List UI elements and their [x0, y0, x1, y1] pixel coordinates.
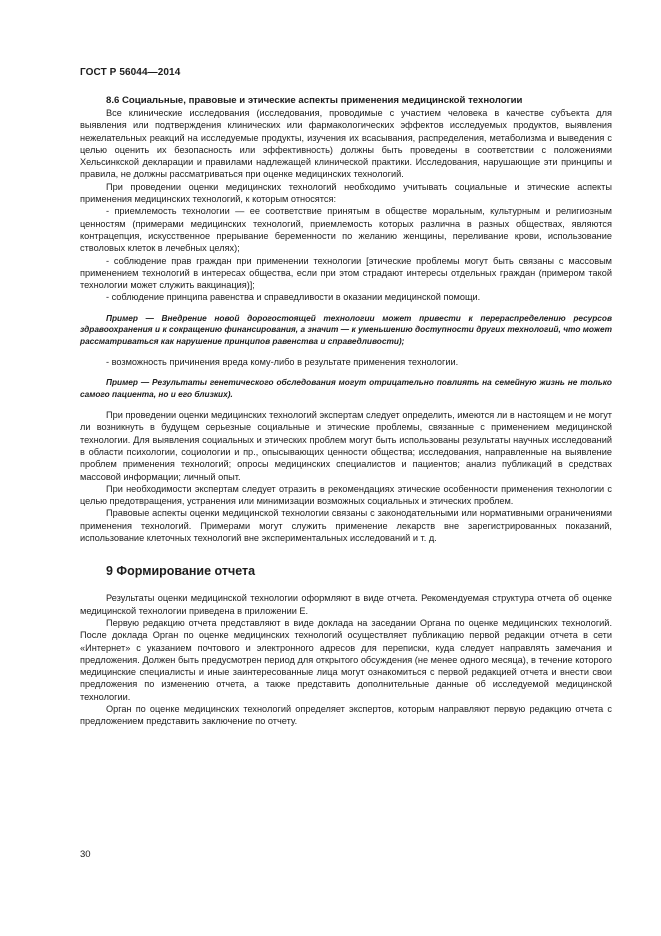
page-content — [80, 94, 612, 728]
section-9-heading: 9 Формирование отчета — [106, 564, 256, 579]
list-item: - приемлемость технологии — ее соответствие принятым в обществе моральным, культурным и религиозным ценностям (примерами медицинских технологий, приемлемость которых различна в разных обществах, являются контрацепция, искусственное прерывание беременности по желанию женщины, переливание крови, использование стволовых клеток в лечебных целях); — [80, 206, 612, 254]
section-8-6-heading: 8.6 Социальные, правовые и этические аспекты применения медицинской технологии — [106, 95, 523, 106]
page-number: 30 — [80, 849, 91, 860]
list-item: - соблюдение прав граждан при применении технологии [этические проблемы могут быть связаны с массовым применением технологий в интересах общества, если при этом страдают интересы отдельных граждан (примером такой технологии может служить вакцинация)]; — [80, 255, 612, 291]
paragraph: Все клинические исследования (исследования, проводимые с участием человека в качестве субъекта для выявления или подтверждения клинических или фармакологических эффектов исследуемых продуктов, выявления нежелательных реакций на исследуемые продукты, изучения их всасывания, распределения, метаболизма и выведения с целью оценить их безопасность или эффективность) должны быть проведены в соответствии с положениями Хельсинкской декларации и правилами надлежащей клинической практики. Исследования, нарушающие эти принципы и правила, не должны рассматриваться при оценке медицинских технологий. — [80, 108, 612, 180]
paragraph: Результаты оценки медицинской технологии оформляют в виде отчета. Рекомендуемая структура отчета об оценке медицинской технологии приведена в приложении Е. — [80, 593, 612, 616]
example-note: Пример — Результаты генетического обследования могут отрицательно повлиять на семейную жизнь не только самого пациента, но и его близких). — [80, 377, 612, 399]
paragraph: Первую редакцию отчета представляют в виде доклада на заседании Органа по оценке медицинских технологий. После доклада Орган по оценке медицинских технологий осуществляет публикацию первой редакции отчета в сети «Интернет» с указанием почтового и электронного адресов для переписки, куда следует направлять замечания и предложения. Должен быть предусмотрен период для открытого обсуждения (не менее одного месяца), в течение которого медицинские специалисты и иные заинтересованные лица могут ознакомиться с первой редакцией отчета и внести свои предложения по изменению отчета, а также представить дополнительные данные об исследуемой медицинской технологии. — [80, 617, 612, 702]
paragraph: Орган по оценке медицинских технологий определяет экспертов, которым направляют первую редакцию отчета с предложением представить заключение по отчету. — [80, 704, 612, 727]
paragraph: При проведении оценки медицинских технологий экспертам следует определить, имеются ли в настоящем и не могут ли возникнуть в будущем серьезные социальные и этические проблемы, связанные с применением медицинской технологии. Для выявления социальных и этических проблем могут быть использованы результаты научных исследований в области психологии, социологии и пр., опысывающих ценности общества; исследования, направленные на выявление проблем применения технологий; опросы медицинских специалистов и пациентов; анализ публикаций в средствах массовой информации; личный опыт. — [80, 410, 612, 482]
paragraph: Правовые аспекты оценки медицинской технологии связаны с законодательными или нормативными ограничениями применения технологий. Примерами могут служить применение лекарств вне зарегистрированных показаний, использование клеточных технологий вне экспериментальных исследований и т. д. — [80, 508, 612, 544]
standard-header: ГОСТ Р 56044—2014 — [80, 67, 181, 78]
list-item: - возможность причинения вреда кому-либо в результате применения технологии. — [106, 356, 459, 367]
paragraph: При необходимости экспертам следует отразить в рекомендациях этические особенности применения технологии с целью предотвращения, устранения или минимизации возможных социальных и этических проблем. — [80, 483, 612, 507]
paragraph: При проведении оценки медицинских технологий необходимо учитывать социальные и этические аспекты применения медицинских технологий, к которым относятся: — [80, 181, 612, 205]
list-item: - соблюдение принципа равенства и справедливости в оказании медицинской помощи. — [106, 292, 481, 303]
example-note: Пример — Внедрение новой дорогостоящей технологии может привести к перераспределению ресурсов здравоохранения и к сокращению финансирования, а значит — к уменьшению доступности других технологий, что может рассматриваться как нарушение принципов равенства и справедливости); — [80, 312, 612, 346]
